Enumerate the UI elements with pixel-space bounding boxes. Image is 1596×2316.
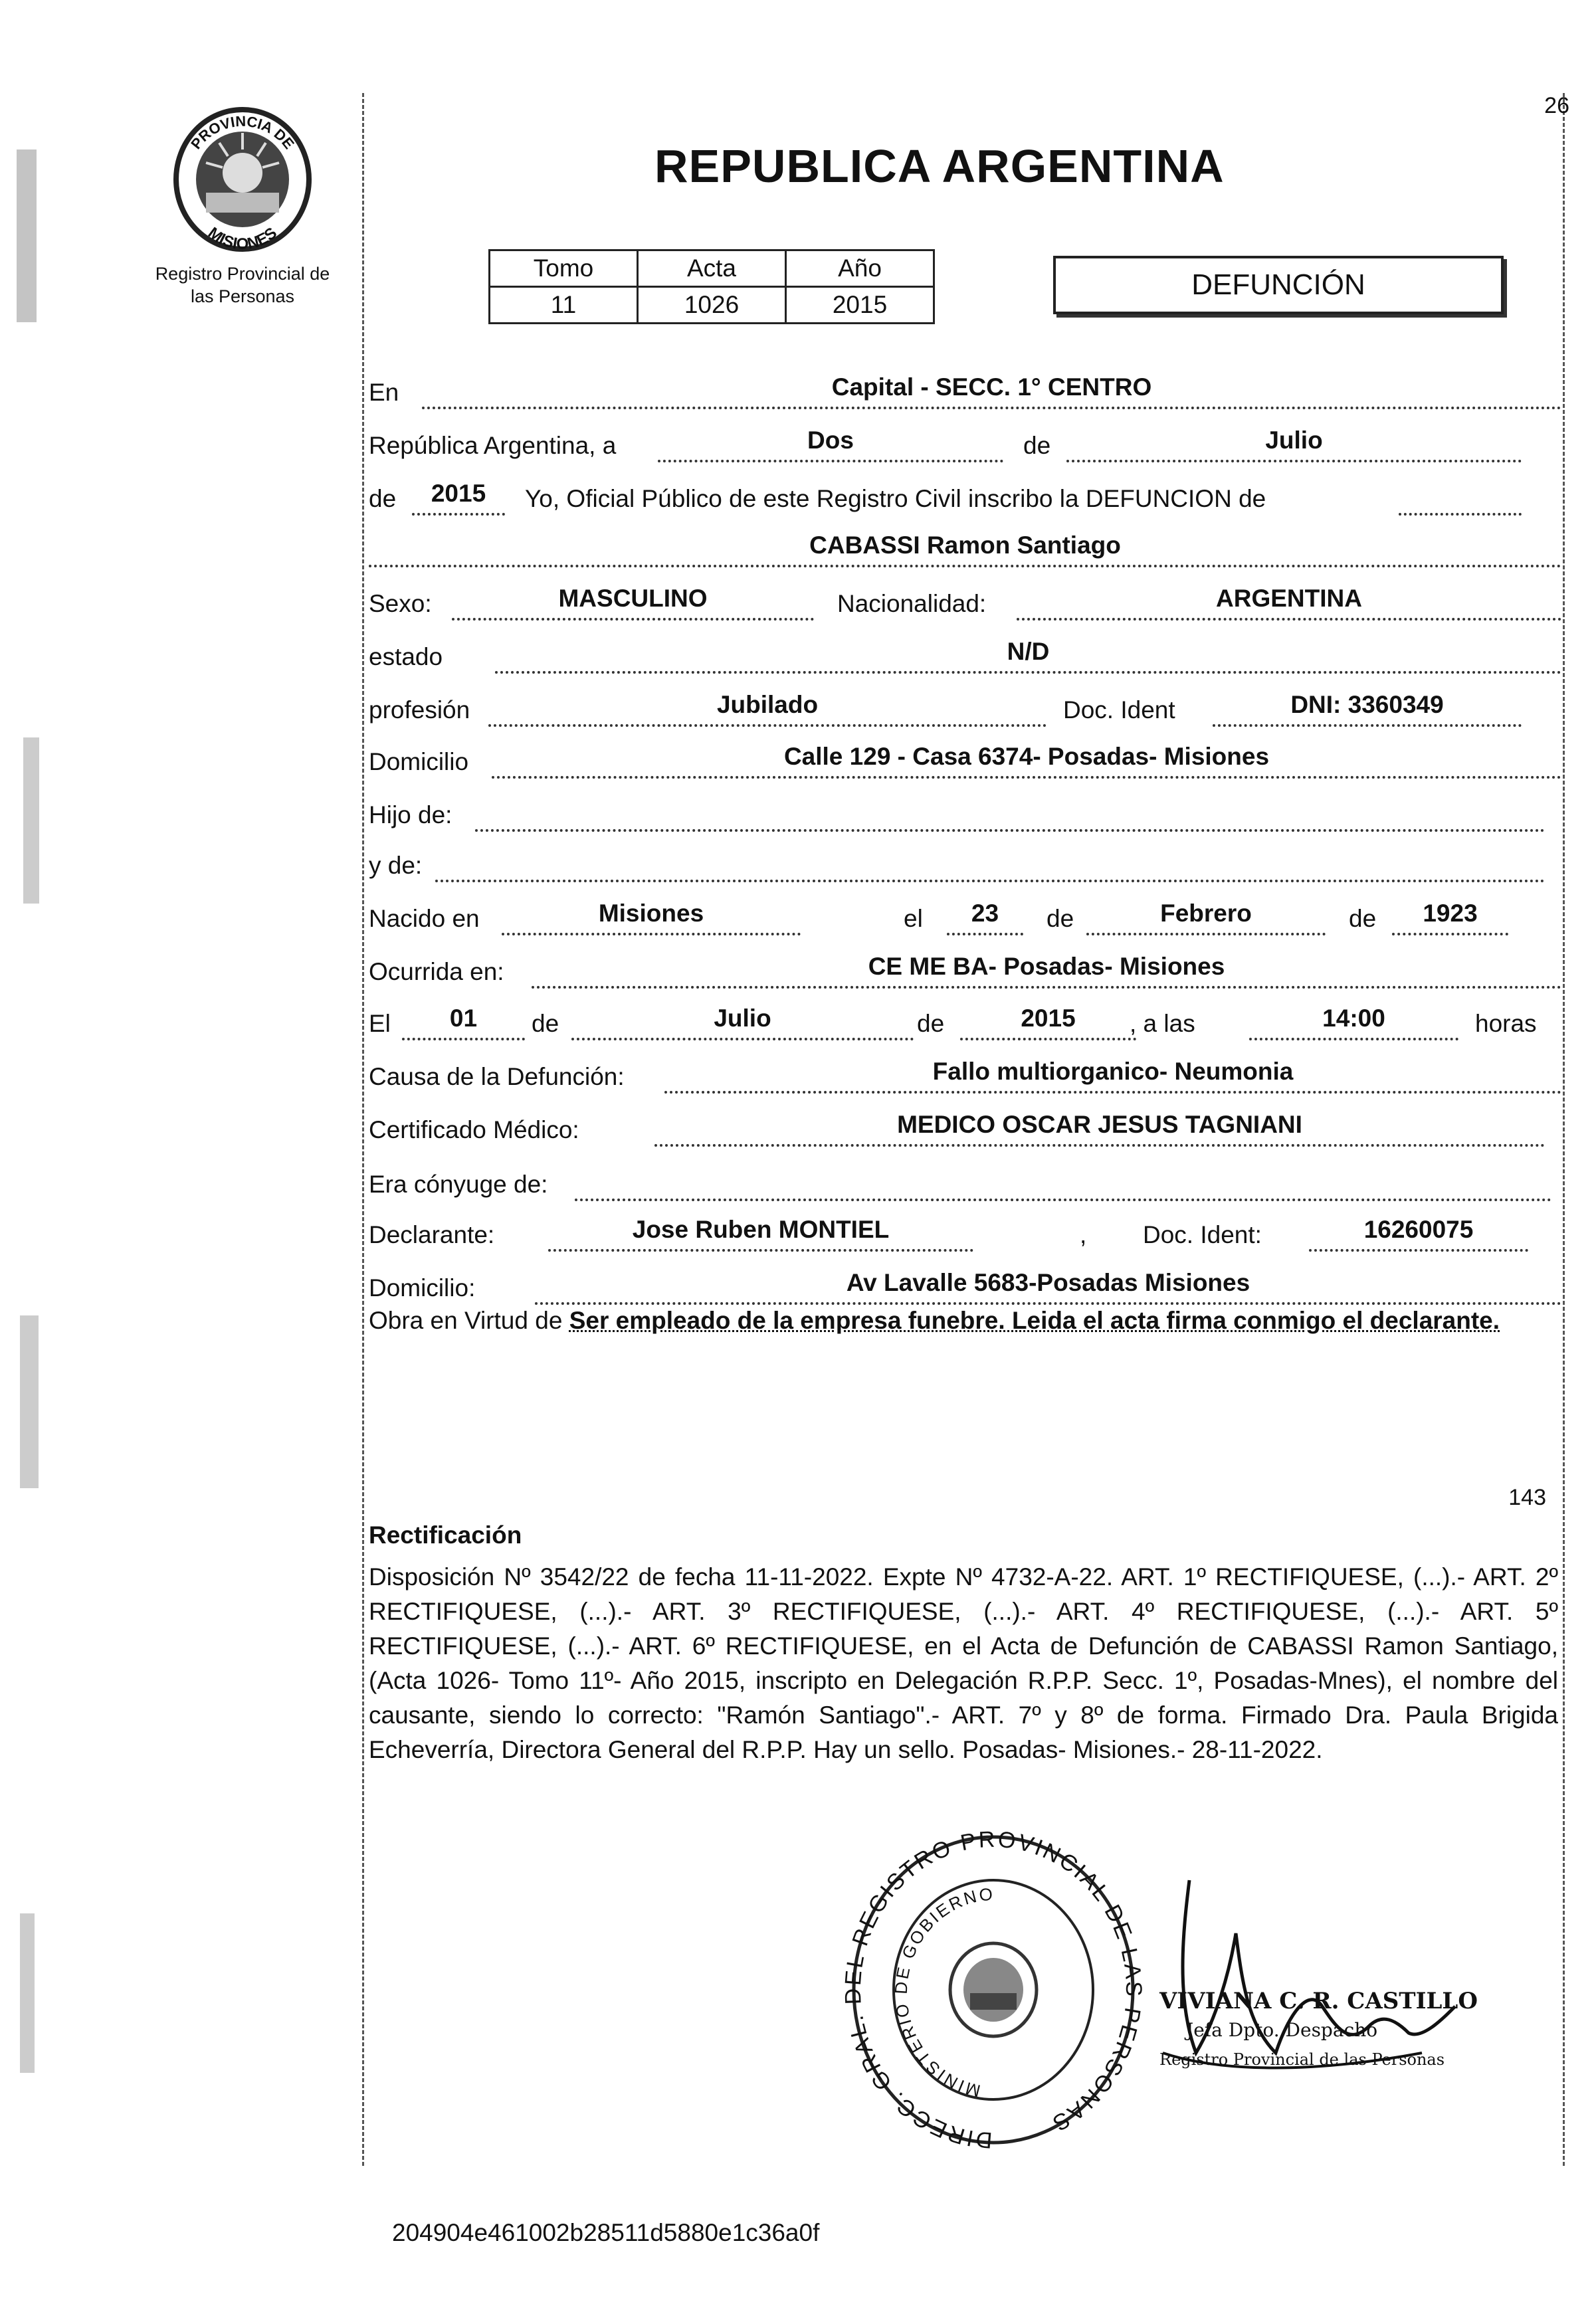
de-label: de — [1023, 432, 1051, 459]
scan-artifact — [23, 737, 39, 904]
birth-year: 1923 — [1392, 898, 1508, 935]
signature-stamp — [1159, 1986, 1478, 2074]
nacido-label: Nacido en — [369, 905, 480, 932]
hijo-label: Hijo de: — [369, 801, 452, 828]
logo-top-text: PROVINCIA DE — [187, 112, 298, 153]
estado-value: N/D — [495, 636, 1561, 674]
domicilio2-label: Domicilio: — [369, 1274, 476, 1302]
deceased-name: CABASSI Ramon Santiago — [369, 530, 1561, 567]
row-year — [369, 478, 1561, 517]
de5-label: de — [532, 1010, 559, 1037]
record-value-anio: 2015 — [786, 287, 934, 324]
row-hijo — [369, 795, 1561, 833]
doc2-value: 16260075 — [1309, 1214, 1528, 1252]
en-value: Capital - SECC. 1° CENTRO — [422, 372, 1561, 409]
record-value-acta: 1026 — [638, 287, 786, 324]
signature-position: Jefa Dpto. Despacho — [1186, 2019, 1378, 2041]
yde-label: y de: — [369, 852, 423, 879]
conyuge-value — [575, 1164, 1551, 1201]
row-el — [369, 1003, 1561, 1042]
official-seal — [841, 1820, 1146, 2166]
row-obra — [369, 1302, 1561, 1339]
declarante-label: Declarante: — [369, 1221, 495, 1248]
month-value: Julio — [1066, 425, 1522, 462]
obra-value: Ser empleado de la empresa funebre. Leida el acta firma conmigo el declarante. — [569, 1307, 1500, 1334]
year-row-trailing-line — [1399, 478, 1522, 516]
day-value: Dos — [658, 425, 1003, 462]
row-nacido — [369, 898, 1561, 937]
row-fecha — [369, 425, 1561, 464]
doc2-label: Doc. Ident: — [1143, 1221, 1262, 1248]
domicilio-label: Domicilio — [369, 748, 469, 775]
record-table-value-row — [490, 287, 934, 324]
de3-label: de — [1047, 905, 1074, 932]
death-month: Julio — [571, 1003, 914, 1040]
el2-label: El — [369, 1010, 391, 1037]
left-margin-rule — [362, 93, 364, 2166]
row-sexo — [369, 583, 1561, 622]
row-en — [369, 372, 1561, 411]
document-title: REPUBLICA ARGENTINA — [654, 140, 1225, 192]
rectificacion-page-ref: 143 — [1508, 1485, 1546, 1510]
de6-label: de — [917, 1010, 945, 1037]
hijo-value — [475, 795, 1545, 832]
doc-value: DNI: 3360349 — [1213, 690, 1522, 727]
certificado-label: Certificado Médico: — [369, 1116, 579, 1143]
year-value: 2015 — [412, 478, 505, 516]
profesion-label: profesión — [369, 696, 470, 724]
org-name-line1: Registro Provincial de — [155, 264, 330, 284]
record-value-tomo: 11 — [490, 287, 638, 324]
row-yde — [369, 845, 1561, 884]
en-label: En — [369, 379, 399, 406]
svg-text:MISIONES — [205, 224, 280, 253]
estado-label: estado — [369, 643, 443, 670]
declarante-value: Jose Ruben MONTIEL — [548, 1214, 973, 1252]
domicilio-value: Calle 129 - Casa 6374- Posadas- Misiones — [492, 741, 1561, 779]
doc-label: Doc. Ident — [1063, 696, 1175, 724]
record-header-acta: Acta — [638, 250, 786, 287]
row-name — [369, 530, 1561, 569]
death-day: 01 — [402, 1003, 525, 1040]
death-year: 2015 — [960, 1003, 1136, 1040]
scan-artifact — [20, 1913, 35, 2073]
birth-day: 23 — [947, 898, 1023, 935]
org-name-line2: las Personas — [190, 286, 295, 306]
signature-office: Registro Provincial de las Personas — [1159, 2050, 1445, 2069]
ocurrida-value: CE ME BA- Posadas- Misiones — [532, 951, 1561, 989]
org-name — [130, 262, 355, 308]
record-type: DEFUNCIÓN — [1191, 268, 1365, 301]
row-declarante — [369, 1214, 1561, 1253]
nacionalidad-label: Nacionalidad: — [837, 590, 987, 617]
sexo-value: MASCULINO — [452, 583, 814, 621]
causa-value: Fallo multiorganico- Neumonia — [664, 1056, 1561, 1094]
alas-label: , a las — [1130, 1010, 1195, 1037]
causa-label: Causa de la Defunción: — [369, 1063, 625, 1090]
certificado-value: MEDICO OSCAR JESUS TAGNIANI — [654, 1110, 1545, 1147]
logo-bottom-text: MISIONES — [205, 223, 280, 254]
nacionalidad-value: ARGENTINA — [1017, 583, 1561, 621]
record-header-tomo: Tomo — [490, 250, 638, 287]
right-margin-rule — [1563, 93, 1565, 2166]
horas-label: horas — [1475, 1010, 1537, 1037]
scan-artifact — [20, 1315, 39, 1488]
declarante-comma: , — [1080, 1221, 1087, 1248]
seal-outer-text: DIRECC. GRAL. DEL REGISTRO PROVINCIAL DE LAS PERSONAS — [841, 1826, 1146, 2153]
row-estado — [369, 636, 1561, 675]
yde-value — [435, 845, 1545, 882]
rectificacion-body: Disposición Nº 3542/22 de fecha 11-11-2022. Expte Nº 4732-A-22. ART. 1º RECTIFIQUESE, (...).- ART. 2º RECTIFIQUESE, (...).- ART. 3º RECTIFIQUESE, (...).- ART. 4º RECTIFIQUESE, (...).- ART. 5º RECTIFIQUESE, (...).- ART. 6º RECTIFIQUESE, en el Acta de Defunción de CABASSI Ramon Santiago, (Acta 1026- Tomo 11º- Año 2015, inscripto en Delegación R.P.P. Secc. 1º, Posadas-Mnes), el nombre del causante, siendo lo correcto: "Ramón Santiago".- ART. 7º y 8º de forma. Firmado Dra. Paula Brigida Echeverría, Directora General del R.P.P. Hay un sello. Posadas- Misiones.- 28-11-2022. — [369, 1563, 1558, 1763]
death-time: 14:00 — [1249, 1003, 1458, 1040]
conyuge-label: Era cónyuge de: — [369, 1171, 548, 1198]
obra-label: Obra en Virtud de — [369, 1307, 563, 1334]
ocurrida-label: Ocurrida en: — [369, 958, 504, 985]
record-header-anio: Año — [786, 250, 934, 287]
scan-artifact — [17, 149, 37, 322]
signature-name: VIVIANA C. R. CASTILLO — [1159, 1988, 1478, 2014]
row-ocurrida — [369, 951, 1561, 990]
nacido-value: Misiones — [502, 898, 801, 935]
profesion-value: Jubilado — [488, 690, 1047, 727]
de4-label: de — [1349, 905, 1377, 932]
rectificacion-title: Rectificación — [369, 1521, 522, 1549]
row-causa — [369, 1056, 1561, 1095]
yo-text: Yo, Oficial Público de este Registro Civil inscribo la DEFUNCION de — [525, 485, 1266, 512]
domicilio2-value: Av Lavalle 5683-Posadas Misiones — [535, 1268, 1561, 1305]
row-profesion — [369, 690, 1561, 728]
record-table — [488, 249, 935, 324]
republica-label: República Argentina, a — [369, 432, 617, 459]
record-table-header-row — [490, 250, 934, 287]
birth-month: Febrero — [1086, 898, 1326, 935]
record-type-box — [1053, 256, 1504, 314]
row-certificado — [369, 1110, 1561, 1148]
row-conyuge — [369, 1164, 1561, 1203]
document-hash: 204904e461002b28511d5880e1c36a0f — [392, 2219, 820, 2246]
sexo-label: Sexo: — [369, 590, 432, 617]
row-domicilio — [369, 741, 1561, 780]
el-label: el — [904, 905, 923, 932]
province-logo — [156, 100, 329, 259]
row-domicilio2 — [369, 1268, 1561, 1306]
page-number: 26 — [1544, 93, 1569, 118]
seal-inner-text: MINISTERIO DE GOBIERNO — [890, 1883, 995, 2101]
de2-label: de — [369, 485, 397, 512]
